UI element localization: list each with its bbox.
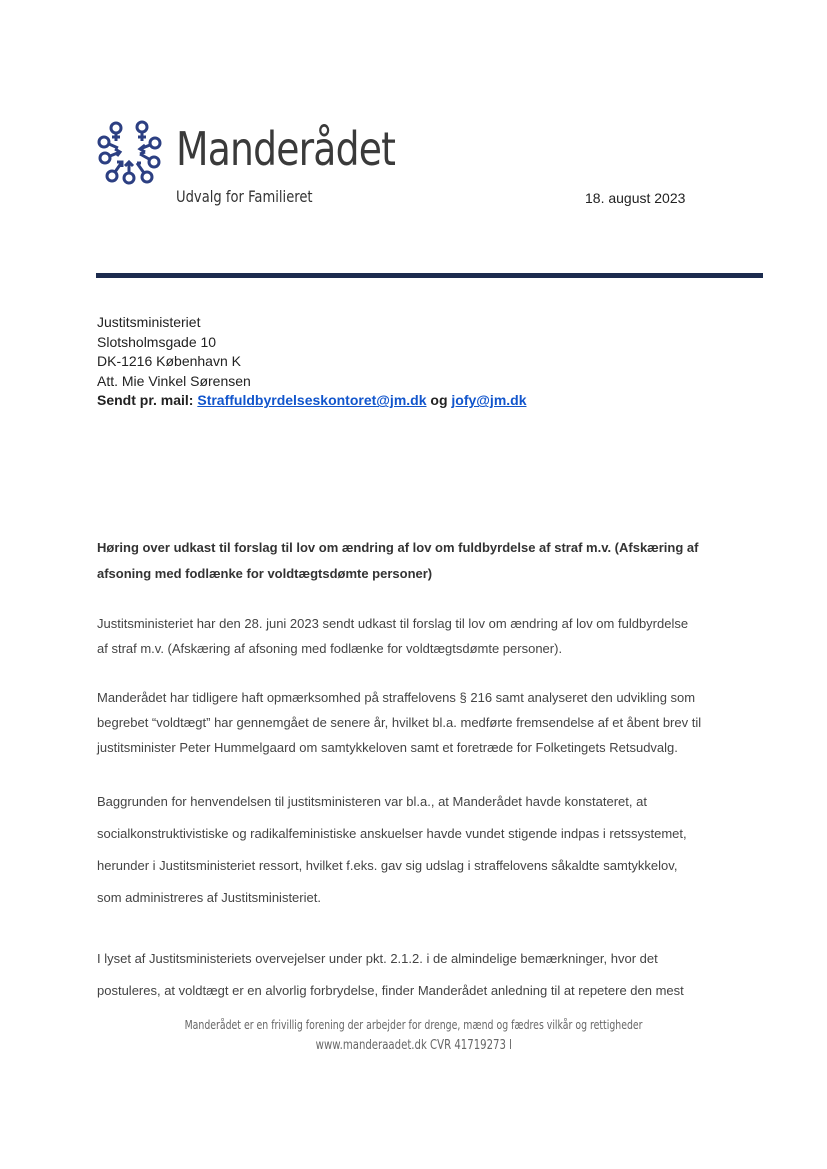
footer-description-text: Manderådet er en frivillig forening der arbejder for drenge, mænd og fædres vilkår og rettigheder — [184, 1018, 643, 1032]
paragraph-line: I lyset af Justitsministeriets overvejelser under pkt. 2.1.2. i de almindelige bemærkninger, hvor det — [97, 951, 658, 966]
recipient-address — [97, 313, 527, 411]
paragraph-line: Manderådet har tidligere haft opmærksomhed på straffelovens § 216 samt analyseret den udvikling som — [97, 690, 696, 705]
paragraph-3 — [97, 786, 737, 914]
subject-line: Høring over udkast til forslag til lov om ændring af lov om fuldbyrdelse af straf m.v. (Afskæring af — [97, 540, 699, 555]
footer-description — [0, 1018, 827, 1032]
paragraph-2 — [97, 685, 737, 760]
mail-prefix: Sendt pr. mail: — [97, 392, 194, 409]
header-divider — [96, 273, 763, 278]
recipient-line: DK-1216 København K — [97, 353, 241, 370]
org-subtitle: Udvalg for Familieret — [176, 187, 313, 206]
paragraph-line: af straf m.v. (Afskæring af afsoning med fodlænke for voldtægtsdømte personer). — [97, 641, 563, 656]
paragraph-line: herunder i Justitsministeriet ressort, hvilket f.eks. gav sig udslag i straffelovens såkaldte samtykkelov, — [97, 858, 678, 873]
paragraph-4 — [97, 943, 737, 1007]
paragraph-line: som administreres af Justitsministeriet. — [97, 890, 321, 905]
recipient-line: Att. Mie Vinkel Sørensen — [97, 372, 251, 389]
org-name: Manderådet — [176, 122, 396, 176]
and-word: og — [430, 392, 448, 409]
subject-line: afsoning med fodlænke for voldtægtsdømte personer) — [97, 566, 433, 581]
paragraph-line: Justitsministeriet har den 28. juni 2023 sendt udkast til forslag til lov om ændring af lov om fuldbyrdelse — [97, 616, 689, 631]
footer-contact-text: www.manderaadet.dk CVR 41719273 l — [315, 1038, 512, 1053]
sent-by-mail-line — [97, 391, 527, 411]
email-link-straffuldbyrdelse[interactable]: Straffuldbyrdelseskontoret@jm.dk — [197, 392, 427, 409]
paragraph-line: justitsminister Peter Hummelgaard om samtykkeloven samt et foretræde for Folketingets Retsudvalg. — [97, 740, 678, 755]
paragraph-line: socialkonstruktivistiske og radikalfeministiske anskuelser havde vundet stigende indpas i retssystemet, — [97, 826, 687, 841]
email-link-jofy[interactable]: jofy@jm.dk — [451, 392, 527, 409]
paragraph-line: postuleres, at voldtægt er en alvorlig forbrydelse, finder Manderådet anledning til at repetere den mest — [97, 983, 684, 998]
paragraph-line: begrebet “voldtægt” har gennemgået de senere år, hvilket bl.a. medførte fremsendelse af et åbent brev til — [97, 715, 702, 730]
recipient-line: Justitsministeriet — [97, 314, 201, 330]
footer-contact — [0, 1038, 827, 1053]
paragraph-line: Baggrunden for henvendelsen til justitsministeren var bl.a., at Manderådet havde konstateret, at — [97, 794, 647, 809]
recipient-line: Slotsholmsgade 10 — [97, 333, 217, 350]
letter-subject — [97, 535, 737, 587]
paragraph-1 — [97, 611, 737, 661]
letter-date: 18. august 2023 — [585, 190, 686, 206]
manderaadet-logo — [96, 118, 164, 186]
